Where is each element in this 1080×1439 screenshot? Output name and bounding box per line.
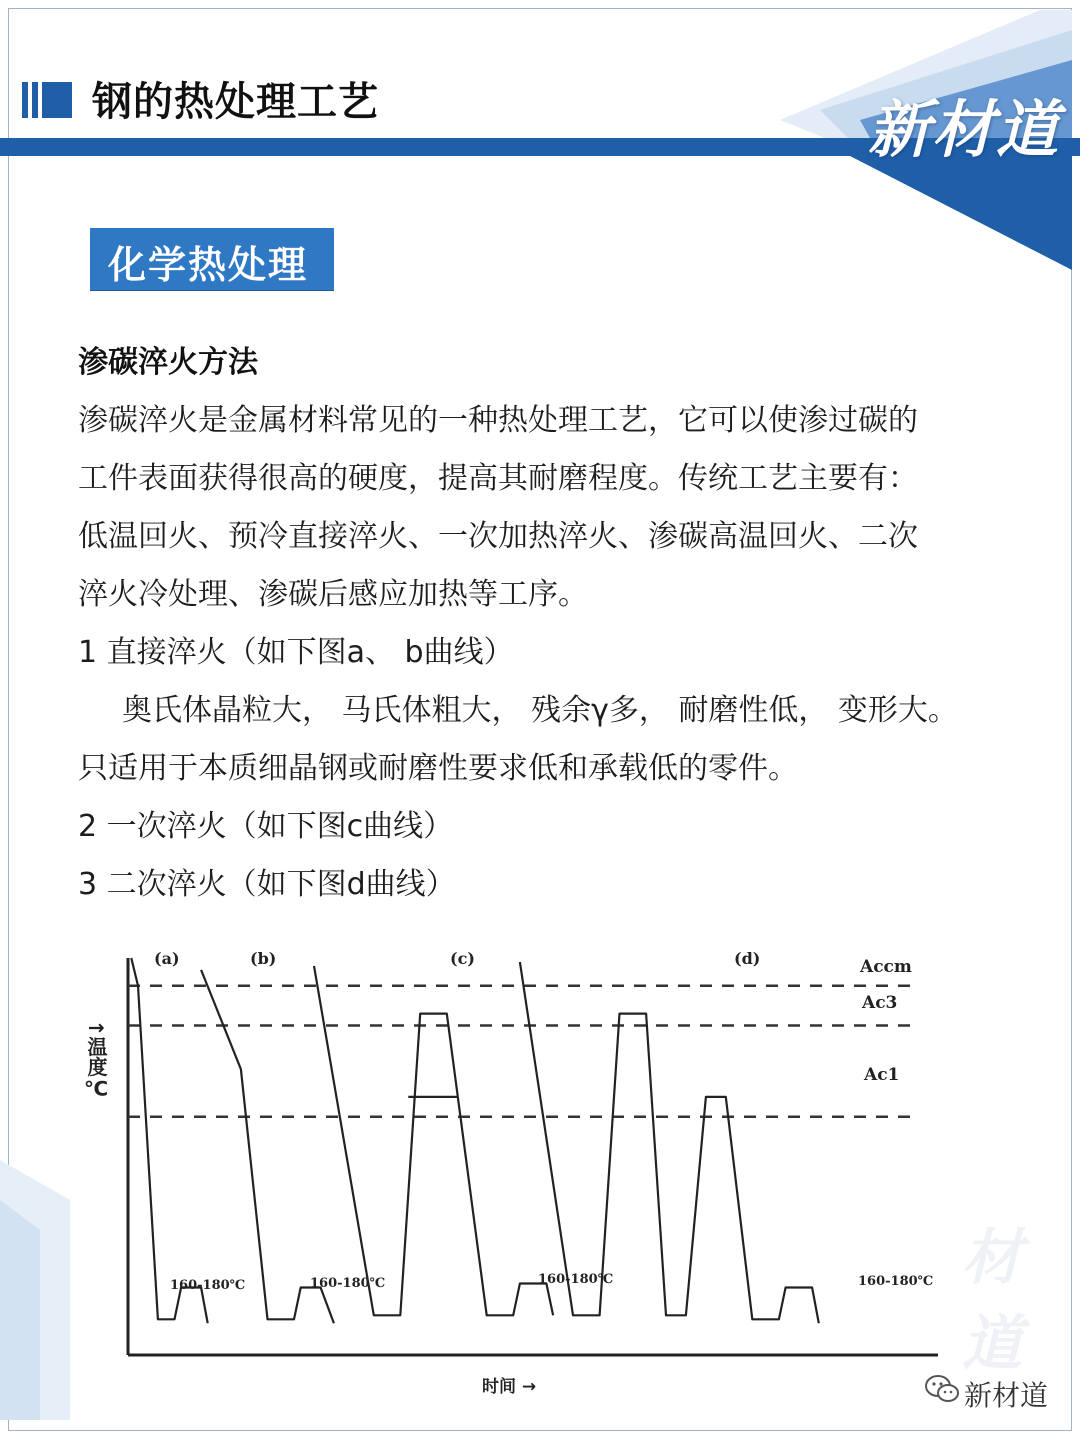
ac1-label: Ac1: [864, 1065, 900, 1085]
temper-label-d: 160-180℃: [858, 1274, 934, 1289]
watermark: 材道: [962, 1223, 1022, 1379]
curve-label-c: (c): [450, 949, 475, 968]
temper-label-a: 160-180℃: [170, 1278, 246, 1293]
curve-label-d: (d): [734, 949, 761, 968]
x-axis-label: 时间 →: [482, 1377, 537, 1397]
list-item: 1 直接淬火（如下图a、 b曲线）: [78, 635, 514, 670]
list-item: 2 一次淬火（如下图c曲线）: [78, 809, 454, 844]
wechat-account-name: 新材道: [964, 1379, 1049, 1412]
series-curve-0: [131, 958, 207, 1323]
paragraph-line: 渗碳淬火是金属材料常见的一种热处理工艺，它可以使渗过碳的: [78, 403, 918, 438]
heat-treatment-chart: [70, 940, 950, 1410]
brand-logo: 新材道: [868, 93, 1061, 166]
paragraph-line: 工件表面获得很高的硬度，提高其耐磨程度。传统工艺主要有：: [78, 461, 918, 496]
section-badge: [90, 228, 334, 290]
title-marker-icon: [22, 82, 72, 118]
left-decoration: [0, 1160, 80, 1420]
temper-label-b: 160-180℃: [310, 1276, 386, 1291]
temper-label-c: 160-180℃: [538, 1272, 614, 1287]
paragraph-line: 淬火冷处理、渗碳后感应加热等工序。: [78, 577, 588, 612]
y-axis-label: ↑温度℃: [84, 1019, 108, 1101]
accm-label: Accm: [860, 957, 912, 977]
list-item: 3 二次淬火（如下图d曲线）: [78, 867, 456, 902]
section-heading: 渗碳淬火方法: [78, 345, 258, 380]
curve-label-a: (a): [154, 949, 180, 968]
page-title: 钢的热处理工艺: [92, 79, 379, 125]
series-curve-2: [314, 966, 553, 1315]
paragraph-line: 奥氏体晶粒大， 马氏体粗大， 残余γ多， 耐磨性低， 变形大。: [122, 693, 958, 728]
body-text: [78, 334, 1038, 914]
paragraph-line: 只适用于本质细晶钢或耐磨性要求低和承载低的零件。: [78, 751, 798, 786]
curve-label-b: (b): [250, 949, 277, 968]
series-curve-3: [520, 962, 819, 1323]
series-curve-1: [201, 970, 334, 1323]
ac3-label: Ac3: [862, 993, 898, 1013]
wechat-icon: [924, 1374, 960, 1404]
section-badge-label: 化学热处理: [108, 243, 309, 287]
paragraph-line: 低温回火、预冷直接淬火、一次加热淬火、渗碳高温回火、二次: [78, 519, 918, 554]
